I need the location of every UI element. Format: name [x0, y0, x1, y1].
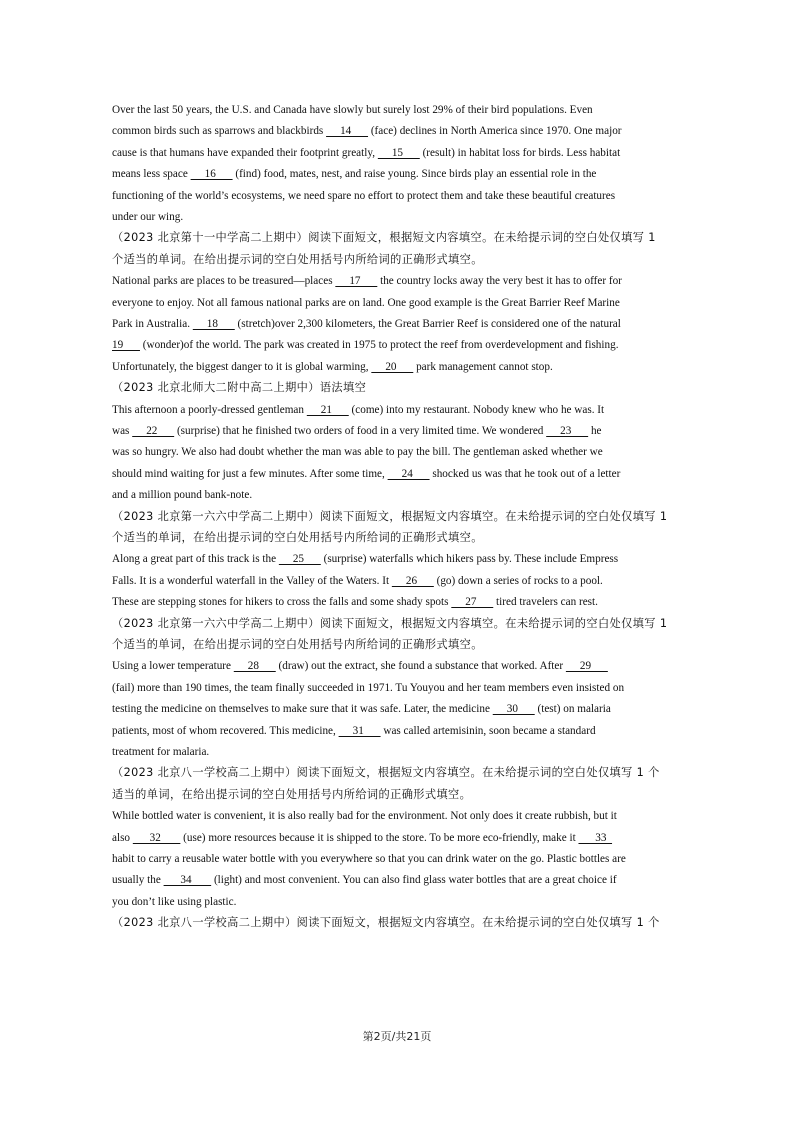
text-segment: everyone to enjoy. Not all famous national parks are on land. One good example is the Great Barrier Reef Marine: [112, 296, 620, 309]
text-segment: should mind waiting for just a few minutes. After some time,: [112, 467, 388, 480]
answer-blank[interactable]: 21: [306, 403, 349, 416]
text-segment: （2023 北京八一学校高二上期中）阅读下面短文，根据短文内容填空。在未给提示词的空白处仅填写 1 个: [112, 916, 660, 930]
text-segment: patients, most of whom recovered. This medicine,: [112, 724, 339, 737]
answer-blank[interactable]: 15: [377, 146, 420, 159]
section-heading-line: [112, 638, 483, 652]
text-segment: (face) declines in North America since 1970. One major: [368, 125, 622, 138]
text-segment: the country locks away the very best it has to offer for: [377, 275, 622, 288]
text-segment: (test) on malaria: [534, 703, 611, 716]
text-segment: (light) and most convenient. You can also find glass water bottles that are a great choice if: [211, 874, 617, 887]
text-line: [112, 681, 624, 695]
text-line: [112, 103, 593, 117]
text-segment: (use) more resources because it is shipped to the store. To be more eco-friendly, make it: [180, 831, 579, 844]
text-segment: (draw) out the extract, she found a substance that worked. After: [275, 660, 566, 673]
text-line: [112, 424, 602, 438]
text-segment: Park in Australia.: [112, 318, 193, 330]
text-segment: park management cannot stop.: [413, 360, 553, 373]
text-line: [112, 210, 183, 224]
text-line: [112, 831, 612, 845]
text-segment: (come) into my restaurant. Nobody knew who he was. It: [348, 403, 605, 416]
section-heading-line: [112, 766, 660, 780]
text-segment: 适当的单词，在给出提示词的空白处用括号内所给词的正确形式填空。: [112, 787, 472, 801]
answer-blank[interactable]: 18: [192, 318, 235, 330]
text-line: [112, 124, 622, 138]
section-heading-line: [112, 231, 656, 245]
text-line: [112, 167, 596, 181]
text-segment: Unfortunately, the biggest danger to it is global warming,: [112, 360, 372, 373]
section-heading-line: [112, 531, 483, 545]
text-segment: 个适当的单词。在给出提示词的空白处用括号内所给词的正确形式填空。: [112, 252, 483, 266]
answer-blank[interactable]: 16: [190, 168, 233, 181]
answer-blank[interactable]: 32: [132, 831, 181, 844]
text-segment: (wonder)of the world. The park was created in 1975 to protect the reef from overdevelopment and fishing.: [139, 339, 619, 352]
text-line: [112, 488, 252, 502]
text-line: [112, 146, 620, 160]
text-segment: 个适当的单词，在给出提示词的空白处用括号内所给词的正确形式填空。: [112, 531, 483, 544]
text-line: [112, 852, 626, 866]
text-line: [112, 274, 622, 288]
section-heading-line: [112, 617, 667, 631]
answer-blank[interactable]: 33: [578, 831, 613, 844]
section-heading-line: [112, 510, 667, 524]
text-segment: Using a lower temperature: [112, 660, 234, 673]
text-line: [112, 745, 209, 759]
text-segment: (stretch)over 2,300 kilometers, the Great Barrier Reef is considered one of the natural: [234, 318, 621, 330]
text-segment: Over the last 50 years, the U.S. and Canada have slowly but surely lost 29% of their bird populations. Even: [112, 104, 593, 116]
text-segment: testing the medicine on themselves to make sure that it was safe. Later, the medicine: [112, 703, 493, 716]
text-segment: (fail) more than 190 times, the team finally succeeded in 1971. Tu Youyou and her team members even insisted on: [112, 681, 625, 694]
section-heading-line: [112, 788, 471, 802]
text-segment: he: [588, 425, 602, 437]
answer-blank[interactable]: 28: [233, 660, 276, 673]
text-segment: 个适当的单词，在给出提示词的空白处用括号内所给词的正确形式填空。: [112, 638, 483, 651]
text-line: [112, 189, 615, 203]
text-segment: These are stepping stones for hikers to cross the falls and some shady spots: [112, 596, 452, 609]
text-segment: was called artemisinin, soon became a standard: [380, 724, 596, 737]
text-segment: While bottled water is convenient, it is also really bad for the environment. Not only does it create rubbish, but it: [112, 810, 617, 823]
text-line: [112, 445, 603, 459]
text-line: [112, 724, 596, 738]
text-line: [112, 338, 619, 352]
answer-blank[interactable]: 23: [546, 425, 589, 437]
text-segment: was: [112, 425, 133, 437]
section-heading-line: [112, 916, 660, 930]
text-line: [112, 595, 598, 609]
text-line: [112, 552, 618, 566]
answer-blank[interactable]: 25: [278, 553, 321, 566]
text-segment: habit to carry a reusable water bottle with you everywhere so that you can drink water on the go. Plastic bottles are: [112, 853, 626, 865]
answer-blank[interactable]: 29: [565, 660, 608, 673]
section-heading-line: [112, 381, 366, 395]
text-segment: was so hungry. We also had doubt whether the man was able to pay the bill. The gentleman asked whether we: [112, 446, 603, 459]
text-segment: Falls. It is a wonderful waterfall in the Valley of the Waters. It: [112, 574, 392, 587]
answer-blank[interactable]: 20: [371, 360, 414, 373]
text-segment: （2023 北京八一学校高二上期中）阅读下面短文，根据短文内容填空。在未给提示词的空白处仅填写 1 个: [112, 766, 660, 780]
answer-blank[interactable]: 24: [387, 467, 430, 480]
text-segment: （2023 北京北师大二附中高二上期中）语法填空: [112, 381, 367, 395]
text-segment: treatment for malaria.: [112, 746, 210, 758]
answer-blank[interactable]: 31: [338, 724, 381, 737]
text-line: [112, 702, 611, 716]
text-segment: functioning of the world’s ecosystems, we need spare no effort to protect them and take these beautiful creatures: [112, 189, 616, 202]
answer-blank[interactable]: 30: [492, 703, 535, 716]
text-line: [112, 317, 621, 331]
text-segment: (result) in habitat loss for birds. Less habitat: [419, 146, 621, 159]
text-segment: means less space: [112, 168, 191, 181]
text-segment: （2023 北京第一六六中学高二上期中）阅读下面短文，根据短文内容填空。在未给提示词的空白处仅填写 1: [112, 616, 668, 630]
text-line: [112, 873, 617, 887]
text-line: [112, 467, 620, 481]
text-segment: (surprise) waterfalls which hikers pass by. These include Empress: [320, 553, 619, 566]
text-segment: (find) food, mates, nest, and raise young. Since birds play an essential role in the: [232, 168, 597, 181]
answer-blank[interactable]: 19: [112, 339, 140, 352]
text-line: [112, 403, 604, 417]
text-segment: cause is that humans have expanded their footprint greatly,: [112, 146, 378, 159]
answer-blank[interactable]: 17: [335, 275, 378, 288]
answer-blank[interactable]: 22: [132, 425, 175, 437]
answer-blank[interactable]: 14: [326, 125, 369, 138]
text-segment: (go) down a series of rocks to a pool.: [433, 574, 603, 587]
answer-blank[interactable]: 27: [451, 596, 494, 609]
text-segment: National parks are places to be treasured—places: [112, 275, 336, 288]
text-line: [112, 296, 620, 310]
text-segment: This afternoon a poorly-dressed gentleman: [112, 403, 307, 416]
text-line: [112, 360, 553, 374]
text-segment: under our wing.: [112, 211, 184, 223]
text-segment: shocked us was that he took out of a letter: [429, 467, 621, 480]
text-segment: (surprise) that he finished two orders of food in a very limited time. We wondered: [174, 425, 547, 437]
page-number-footer: 第2页/共21页: [362, 1030, 432, 1043]
text-line: [112, 895, 236, 909]
text-segment: also: [112, 831, 133, 844]
section-heading-line: [112, 253, 483, 267]
text-segment: common birds such as sparrows and blackbirds: [112, 125, 327, 138]
text-segment: you don’t like using plastic.: [112, 895, 237, 908]
text-segment: and a million pound bank-note.: [112, 489, 253, 502]
text-segment: （2023 北京第一六六中学高二上期中）阅读下面短文，根据短文内容填空。在未给提示词的空白处仅填写 1: [112, 509, 668, 523]
answer-blank[interactable]: 26: [391, 574, 434, 587]
text-segment: （2023 北京第十一中学高二上期中）阅读下面短文，根据短文内容填空。在未给提示词的空白处仅填写 1: [112, 231, 656, 245]
text-segment: usually the: [112, 874, 164, 887]
answer-blank[interactable]: 34: [163, 874, 212, 887]
text-segment: tired travelers can rest.: [493, 596, 598, 609]
text-line: [112, 659, 608, 673]
text-segment: Along a great part of this track is the: [112, 553, 279, 566]
text-line: [112, 809, 617, 823]
text-line: [112, 574, 603, 588]
